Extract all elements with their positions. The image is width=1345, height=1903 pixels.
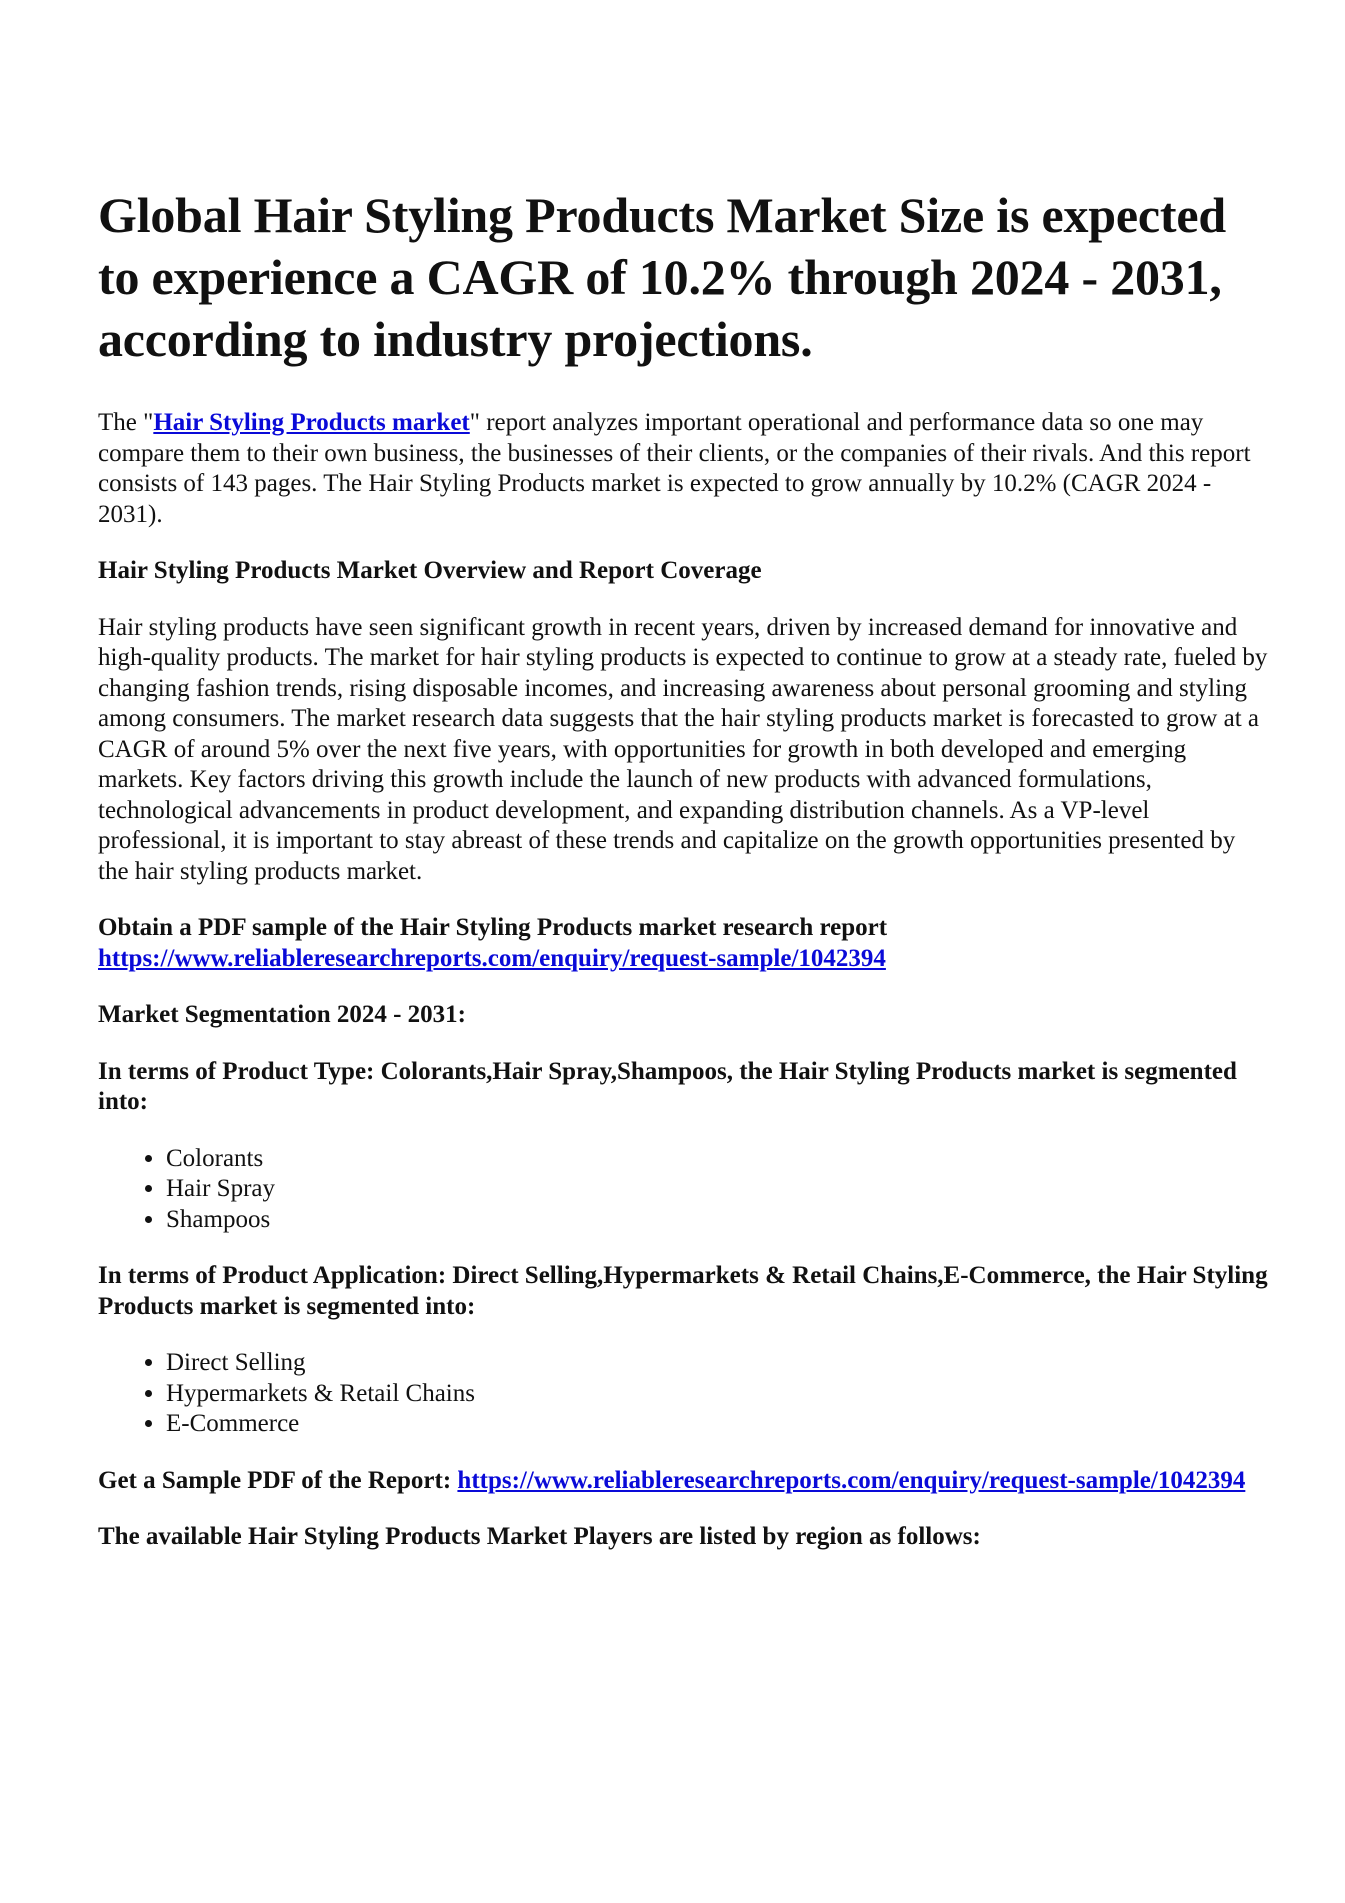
list-item: • Colorants [166,1144,1268,1175]
players-heading: The available Hair Styling Products Market Players are listed by region as follows: [98,1523,981,1550]
intro-suffix: " report analyzes important operational and performance data so one may compare them to their own business, the businesses of their clients, or the companies of their rivals. And this report consists of 143 pages. The Hair Styling Products market is expected to grow annually by 10.2% (CAGR 2024 - 2031). [98,409,1251,528]
overview-paragraph: Hair styling products have seen significant growth in recent years, driven by increased demand for innovative and high-quality products. The market for hair styling products is expected to continue to grow at a steady rate, fueled by changing fashion trends, rising disposable incomes, and increasing awareness about personal grooming and styling among consumers. The market research data suggests that the hair styling products market is forecasted to grow at a CAGR of around 5% over the next five years, with opportunities for growth in both developed and emerging markets. Key factors driving this growth include the launch of new products with advanced formulations, technological advancements in product development, and expanding distribution channels. As a VP-level professional, it is important to stay abreast of these trends and capitalize on the growth opportunities presented by the hair styling products market. [98,613,1268,885]
document-page [98,184,1268,1579]
list-item: • Hypermarkets & Retail Chains [166,1379,1268,1410]
sample-link-2[interactable]: https://www.reliableresearchreports.com/enquiry/request-sample/1042394 [457,1466,1246,1494]
sample-link-1[interactable]: https://www.reliableresearchreports.com/enquiry/request-sample/1042394 [98,944,886,972]
report-link[interactable]: Hair Styling Products market [153,409,470,436]
product-type-heading: In terms of Product Type: Colorants,Hair Spray,Shampoos, the Hair Styling Products market is segmented into: [98,1057,1237,1115]
page-title: Global Hair Styling Products Market Size is expected to experience a CAGR of 10.2% through 2024 - 2031, according to industry projections. [98,187,1226,367]
segmentation-heading: Market Segmentation 2024 - 2031: [98,1001,466,1028]
sample-cta-1-text: Obtain a PDF sample of the Hair Styling Products market research report [98,914,888,941]
product-type-list [98,1144,1268,1236]
sample-cta-2-text: Get a Sample PDF of the Report: [98,1466,458,1494]
sample-cta-1 [98,913,1268,974]
product-application-list [98,1348,1268,1440]
list-item: • Shampoos [166,1205,1268,1236]
list-item: • E-Commerce [166,1409,1268,1440]
sample-cta-2 [98,1466,1268,1497]
intro-paragraph [98,408,1268,530]
list-item: • Hair Spray [166,1174,1268,1205]
overview-heading: Hair Styling Products Market Overview and Report Coverage [98,557,762,584]
product-application-heading: In terms of Product Application: Direct Selling,Hypermarkets & Retail Chains,E-Commerce, the Hair Styling Products market is segmented into: [98,1262,1268,1320]
intro-prefix: The " [98,409,154,436]
list-item: • Direct Selling [166,1348,1268,1379]
